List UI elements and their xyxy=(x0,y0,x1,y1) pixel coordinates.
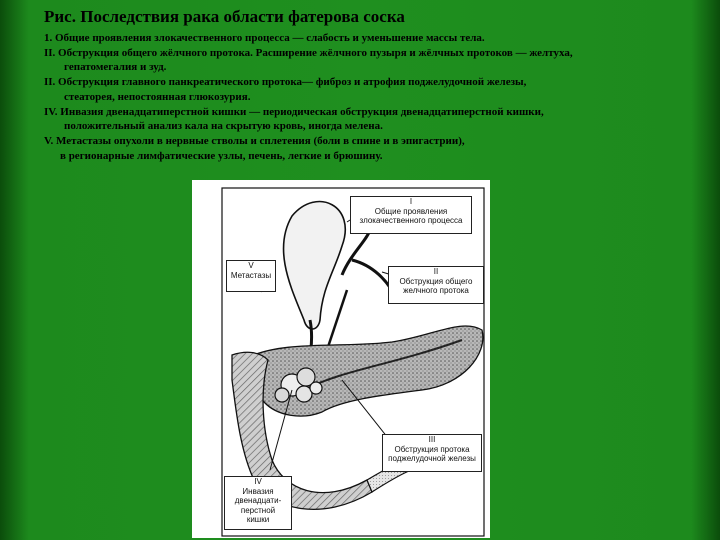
text-line-8: V. Метастазы опухоли в нервные стволы и сплетения (боли в спине и в эпигастрии), xyxy=(44,134,465,147)
slide-text xyxy=(44,31,720,163)
label-box-I: I Общие проявления злокачественного процесса xyxy=(350,196,472,234)
anatomy-figure xyxy=(192,180,490,538)
label-box-IV: IV Инвазия двенадцати- перстной кишки xyxy=(224,476,292,530)
slide-title: Рис. Последствия рака области фатерова соска xyxy=(44,7,405,26)
text-line-1: 1. Общие проявления злокачественного процесса — слабость и уменьшение массы тела. xyxy=(44,32,485,44)
label-box-V: V Метастазы xyxy=(226,260,276,292)
text-line-6: IV. Инвазия двенадцатиперстной кишки — периодическая обструкция двенадцатиперстной кишки, xyxy=(44,105,544,118)
label-box-II: II Обструкция общего желчного протока xyxy=(388,266,484,304)
text-line-4: II. Обструкция главного панкреатического протока— фиброз и атрофия поджелудочной железы, xyxy=(44,76,527,89)
text-line-3: гепатомегалия и зуд. xyxy=(64,61,167,74)
text-line-9: в регионарные лимфатические узлы, печень, легкие и брюшину. xyxy=(60,149,383,162)
text-line-7: положительный анализ кала на скрытую кровь, иногда мелена. xyxy=(64,120,383,133)
label-box-III: III Обструкция протока поджелудочной железы xyxy=(382,434,482,472)
text-line-2: II. Обструкция общего жёлчного протока. Расширение жёлчного пузыря и жёлчных протоков — желтуха, xyxy=(44,46,573,59)
text-line-5: стеаторея, непостоянная глюкозурия. xyxy=(64,90,251,103)
gallbladder xyxy=(284,202,346,329)
